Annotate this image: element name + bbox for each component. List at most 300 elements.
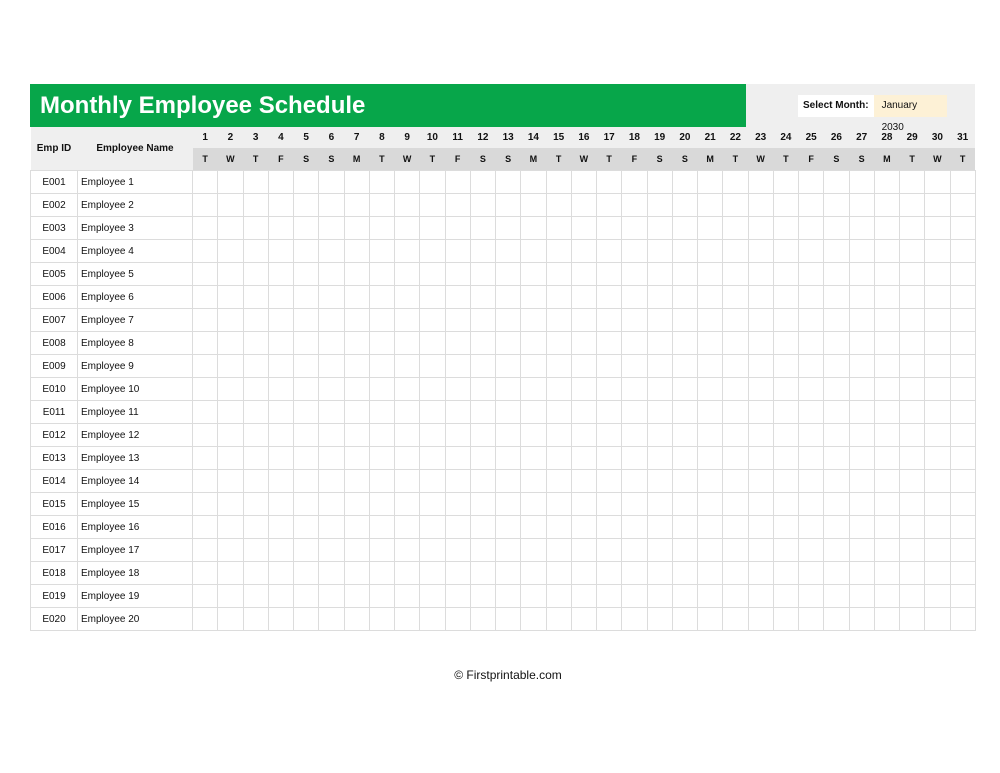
schedule-cell[interactable] <box>672 355 697 378</box>
schedule-cell[interactable] <box>218 539 243 562</box>
schedule-cell[interactable] <box>597 355 622 378</box>
schedule-cell[interactable] <box>344 171 369 194</box>
schedule-cell[interactable] <box>723 401 748 424</box>
schedule-cell[interactable] <box>748 378 773 401</box>
schedule-cell[interactable] <box>824 286 849 309</box>
schedule-cell[interactable] <box>294 585 319 608</box>
schedule-cell[interactable] <box>571 562 596 585</box>
schedule-cell[interactable] <box>218 263 243 286</box>
schedule-cell[interactable] <box>723 424 748 447</box>
schedule-cell[interactable] <box>900 194 925 217</box>
schedule-cell[interactable] <box>799 447 824 470</box>
schedule-cell[interactable] <box>496 447 521 470</box>
schedule-cell[interactable] <box>420 171 445 194</box>
schedule-cell[interactable] <box>773 585 798 608</box>
schedule-cell[interactable] <box>369 539 394 562</box>
schedule-cell[interactable] <box>294 516 319 539</box>
schedule-cell[interactable] <box>874 516 899 539</box>
schedule-cell[interactable] <box>950 470 975 493</box>
schedule-cell[interactable] <box>698 539 723 562</box>
schedule-cell[interactable] <box>294 493 319 516</box>
schedule-cell[interactable] <box>521 401 546 424</box>
schedule-cell[interactable] <box>900 424 925 447</box>
schedule-cell[interactable] <box>799 424 824 447</box>
schedule-cell[interactable] <box>470 263 495 286</box>
schedule-cell[interactable] <box>900 332 925 355</box>
schedule-cell[interactable] <box>571 332 596 355</box>
schedule-cell[interactable] <box>319 493 344 516</box>
schedule-cell[interactable] <box>294 217 319 240</box>
schedule-cell[interactable] <box>824 562 849 585</box>
schedule-cell[interactable] <box>622 217 647 240</box>
schedule-cell[interactable] <box>824 309 849 332</box>
schedule-cell[interactable] <box>319 562 344 585</box>
schedule-cell[interactable] <box>672 585 697 608</box>
schedule-cell[interactable] <box>799 378 824 401</box>
schedule-cell[interactable] <box>773 470 798 493</box>
schedule-cell[interactable] <box>597 585 622 608</box>
schedule-cell[interactable] <box>773 401 798 424</box>
schedule-cell[interactable] <box>243 332 268 355</box>
schedule-cell[interactable] <box>546 194 571 217</box>
schedule-cell[interactable] <box>900 378 925 401</box>
schedule-cell[interactable] <box>470 240 495 263</box>
schedule-cell[interactable] <box>395 263 420 286</box>
schedule-cell[interactable] <box>849 539 874 562</box>
schedule-cell[interactable] <box>420 240 445 263</box>
schedule-cell[interactable] <box>243 240 268 263</box>
schedule-cell[interactable] <box>470 332 495 355</box>
schedule-cell[interactable] <box>849 516 874 539</box>
schedule-cell[interactable] <box>319 470 344 493</box>
schedule-cell[interactable] <box>420 378 445 401</box>
schedule-cell[interactable] <box>672 447 697 470</box>
schedule-cell[interactable] <box>420 263 445 286</box>
schedule-cell[interactable] <box>900 217 925 240</box>
schedule-cell[interactable] <box>571 424 596 447</box>
schedule-cell[interactable] <box>925 194 950 217</box>
schedule-cell[interactable] <box>597 447 622 470</box>
schedule-cell[interactable] <box>395 194 420 217</box>
schedule-cell[interactable] <box>925 585 950 608</box>
schedule-cell[interactable] <box>647 470 672 493</box>
schedule-cell[interactable] <box>748 424 773 447</box>
schedule-cell[interactable] <box>395 493 420 516</box>
schedule-cell[interactable] <box>849 493 874 516</box>
schedule-cell[interactable] <box>597 286 622 309</box>
schedule-cell[interactable] <box>420 355 445 378</box>
schedule-cell[interactable] <box>243 355 268 378</box>
schedule-cell[interactable] <box>849 286 874 309</box>
schedule-cell[interactable] <box>445 401 470 424</box>
schedule-cell[interactable] <box>193 217 218 240</box>
schedule-cell[interactable] <box>799 263 824 286</box>
schedule-cell[interactable] <box>571 378 596 401</box>
schedule-cell[interactable] <box>874 217 899 240</box>
schedule-cell[interactable] <box>470 493 495 516</box>
schedule-cell[interactable] <box>521 286 546 309</box>
schedule-cell[interactable] <box>874 493 899 516</box>
schedule-cell[interactable] <box>193 493 218 516</box>
schedule-cell[interactable] <box>723 309 748 332</box>
schedule-cell[interactable] <box>243 493 268 516</box>
schedule-cell[interactable] <box>874 263 899 286</box>
schedule-cell[interactable] <box>294 309 319 332</box>
schedule-cell[interactable] <box>268 539 293 562</box>
schedule-cell[interactable] <box>344 539 369 562</box>
schedule-cell[interactable] <box>672 516 697 539</box>
schedule-cell[interactable] <box>344 516 369 539</box>
schedule-cell[interactable] <box>849 309 874 332</box>
schedule-cell[interactable] <box>546 608 571 631</box>
schedule-cell[interactable] <box>824 217 849 240</box>
schedule-cell[interactable] <box>521 516 546 539</box>
schedule-cell[interactable] <box>950 332 975 355</box>
schedule-cell[interactable] <box>218 217 243 240</box>
schedule-cell[interactable] <box>218 286 243 309</box>
schedule-cell[interactable] <box>849 171 874 194</box>
schedule-cell[interactable] <box>824 240 849 263</box>
schedule-cell[interactable] <box>395 217 420 240</box>
schedule-cell[interactable] <box>748 355 773 378</box>
schedule-cell[interactable] <box>925 378 950 401</box>
schedule-cell[interactable] <box>521 493 546 516</box>
schedule-cell[interactable] <box>496 401 521 424</box>
schedule-cell[interactable] <box>900 263 925 286</box>
schedule-cell[interactable] <box>773 355 798 378</box>
schedule-cell[interactable] <box>874 470 899 493</box>
schedule-cell[interactable] <box>445 562 470 585</box>
schedule-cell[interactable] <box>496 355 521 378</box>
schedule-cell[interactable] <box>243 470 268 493</box>
schedule-cell[interactable] <box>268 286 293 309</box>
schedule-cell[interactable] <box>622 447 647 470</box>
schedule-cell[interactable] <box>193 286 218 309</box>
schedule-cell[interactable] <box>546 539 571 562</box>
schedule-cell[interactable] <box>723 332 748 355</box>
schedule-cell[interactable] <box>395 585 420 608</box>
schedule-cell[interactable] <box>748 217 773 240</box>
schedule-cell[interactable] <box>546 585 571 608</box>
schedule-cell[interactable] <box>395 171 420 194</box>
schedule-cell[interactable] <box>496 562 521 585</box>
schedule-cell[interactable] <box>395 332 420 355</box>
schedule-cell[interactable] <box>773 240 798 263</box>
schedule-cell[interactable] <box>445 355 470 378</box>
schedule-cell[interactable] <box>319 240 344 263</box>
schedule-cell[interactable] <box>546 171 571 194</box>
schedule-cell[interactable] <box>319 539 344 562</box>
schedule-cell[interactable] <box>420 309 445 332</box>
schedule-cell[interactable] <box>874 355 899 378</box>
schedule-cell[interactable] <box>748 447 773 470</box>
schedule-cell[interactable] <box>597 608 622 631</box>
schedule-cell[interactable] <box>773 608 798 631</box>
schedule-cell[interactable] <box>445 217 470 240</box>
schedule-cell[interactable] <box>445 194 470 217</box>
schedule-cell[interactable] <box>900 286 925 309</box>
schedule-cell[interactable] <box>521 332 546 355</box>
schedule-cell[interactable] <box>218 171 243 194</box>
schedule-cell[interactable] <box>597 539 622 562</box>
schedule-cell[interactable] <box>698 470 723 493</box>
schedule-cell[interactable] <box>950 562 975 585</box>
schedule-cell[interactable] <box>925 608 950 631</box>
schedule-cell[interactable] <box>874 378 899 401</box>
schedule-cell[interactable] <box>294 355 319 378</box>
schedule-cell[interactable] <box>950 171 975 194</box>
schedule-cell[interactable] <box>849 447 874 470</box>
schedule-cell[interactable] <box>672 401 697 424</box>
schedule-cell[interactable] <box>950 240 975 263</box>
schedule-cell[interactable] <box>218 401 243 424</box>
schedule-cell[interactable] <box>824 378 849 401</box>
schedule-cell[interactable] <box>622 355 647 378</box>
schedule-cell[interactable] <box>647 378 672 401</box>
schedule-cell[interactable] <box>849 608 874 631</box>
schedule-cell[interactable] <box>344 493 369 516</box>
schedule-cell[interactable] <box>445 608 470 631</box>
schedule-cell[interactable] <box>900 493 925 516</box>
schedule-cell[interactable] <box>193 263 218 286</box>
schedule-cell[interactable] <box>698 263 723 286</box>
schedule-cell[interactable] <box>546 401 571 424</box>
schedule-cell[interactable] <box>344 194 369 217</box>
schedule-cell[interactable] <box>571 240 596 263</box>
schedule-cell[interactable] <box>824 332 849 355</box>
schedule-cell[interactable] <box>193 470 218 493</box>
schedule-cell[interactable] <box>294 332 319 355</box>
schedule-cell[interactable] <box>773 539 798 562</box>
schedule-cell[interactable] <box>218 378 243 401</box>
schedule-cell[interactable] <box>597 378 622 401</box>
schedule-cell[interactable] <box>470 470 495 493</box>
schedule-cell[interactable] <box>698 401 723 424</box>
schedule-cell[interactable] <box>445 585 470 608</box>
schedule-cell[interactable] <box>344 608 369 631</box>
schedule-cell[interactable] <box>824 585 849 608</box>
schedule-cell[interactable] <box>395 309 420 332</box>
schedule-cell[interactable] <box>344 378 369 401</box>
schedule-cell[interactable] <box>925 401 950 424</box>
schedule-cell[interactable] <box>319 309 344 332</box>
schedule-cell[interactable] <box>748 240 773 263</box>
schedule-cell[interactable] <box>672 470 697 493</box>
schedule-cell[interactable] <box>218 194 243 217</box>
schedule-cell[interactable] <box>521 562 546 585</box>
schedule-cell[interactable] <box>874 539 899 562</box>
schedule-cell[interactable] <box>900 562 925 585</box>
schedule-cell[interactable] <box>647 401 672 424</box>
schedule-cell[interactable] <box>470 562 495 585</box>
schedule-cell[interactable] <box>824 470 849 493</box>
schedule-cell[interactable] <box>698 608 723 631</box>
schedule-cell[interactable] <box>698 171 723 194</box>
schedule-cell[interactable] <box>900 470 925 493</box>
schedule-cell[interactable] <box>900 516 925 539</box>
schedule-cell[interactable] <box>622 539 647 562</box>
schedule-cell[interactable] <box>698 493 723 516</box>
schedule-cell[interactable] <box>319 194 344 217</box>
schedule-cell[interactable] <box>420 516 445 539</box>
schedule-cell[interactable] <box>622 286 647 309</box>
schedule-cell[interactable] <box>950 309 975 332</box>
schedule-cell[interactable] <box>470 447 495 470</box>
schedule-cell[interactable] <box>698 240 723 263</box>
schedule-cell[interactable] <box>243 562 268 585</box>
schedule-cell[interactable] <box>824 539 849 562</box>
schedule-cell[interactable] <box>950 493 975 516</box>
schedule-cell[interactable] <box>294 378 319 401</box>
schedule-cell[interactable] <box>597 263 622 286</box>
schedule-cell[interactable] <box>218 585 243 608</box>
schedule-cell[interactable] <box>420 562 445 585</box>
schedule-cell[interactable] <box>319 286 344 309</box>
schedule-cell[interactable] <box>496 516 521 539</box>
schedule-cell[interactable] <box>319 332 344 355</box>
schedule-cell[interactable] <box>521 217 546 240</box>
schedule-cell[interactable] <box>698 424 723 447</box>
schedule-cell[interactable] <box>698 562 723 585</box>
schedule-cell[interactable] <box>824 493 849 516</box>
schedule-cell[interactable] <box>420 608 445 631</box>
schedule-cell[interactable] <box>647 447 672 470</box>
schedule-cell[interactable] <box>597 562 622 585</box>
schedule-cell[interactable] <box>900 447 925 470</box>
schedule-cell[interactable] <box>268 493 293 516</box>
schedule-cell[interactable] <box>571 194 596 217</box>
schedule-cell[interactable] <box>294 240 319 263</box>
schedule-cell[interactable] <box>723 447 748 470</box>
schedule-cell[interactable] <box>546 309 571 332</box>
schedule-cell[interactable] <box>369 470 394 493</box>
schedule-cell[interactable] <box>496 240 521 263</box>
schedule-cell[interactable] <box>218 424 243 447</box>
schedule-cell[interactable] <box>597 493 622 516</box>
schedule-cell[interactable] <box>243 447 268 470</box>
schedule-cell[interactable] <box>748 309 773 332</box>
schedule-cell[interactable] <box>849 332 874 355</box>
schedule-cell[interactable] <box>597 194 622 217</box>
schedule-cell[interactable] <box>773 217 798 240</box>
schedule-cell[interactable] <box>268 562 293 585</box>
schedule-cell[interactable] <box>294 263 319 286</box>
schedule-cell[interactable] <box>597 424 622 447</box>
schedule-cell[interactable] <box>799 286 824 309</box>
schedule-cell[interactable] <box>925 171 950 194</box>
schedule-cell[interactable] <box>874 401 899 424</box>
schedule-cell[interactable] <box>546 493 571 516</box>
schedule-cell[interactable] <box>773 516 798 539</box>
schedule-cell[interactable] <box>218 355 243 378</box>
schedule-cell[interactable] <box>218 447 243 470</box>
schedule-cell[interactable] <box>445 539 470 562</box>
schedule-cell[interactable] <box>874 171 899 194</box>
schedule-cell[interactable] <box>496 263 521 286</box>
schedule-cell[interactable] <box>950 263 975 286</box>
schedule-cell[interactable] <box>849 240 874 263</box>
schedule-cell[interactable] <box>470 539 495 562</box>
schedule-cell[interactable] <box>849 378 874 401</box>
schedule-cell[interactable] <box>647 608 672 631</box>
schedule-cell[interactable] <box>395 516 420 539</box>
schedule-cell[interactable] <box>268 608 293 631</box>
schedule-cell[interactable] <box>622 309 647 332</box>
schedule-cell[interactable] <box>420 493 445 516</box>
schedule-cell[interactable] <box>748 194 773 217</box>
schedule-cell[interactable] <box>268 470 293 493</box>
schedule-cell[interactable] <box>395 240 420 263</box>
schedule-cell[interactable] <box>672 378 697 401</box>
schedule-cell[interactable] <box>925 424 950 447</box>
schedule-cell[interactable] <box>849 355 874 378</box>
schedule-cell[interactable] <box>470 424 495 447</box>
schedule-cell[interactable] <box>546 470 571 493</box>
schedule-cell[interactable] <box>521 424 546 447</box>
schedule-cell[interactable] <box>319 401 344 424</box>
schedule-cell[interactable] <box>521 585 546 608</box>
schedule-cell[interactable] <box>622 401 647 424</box>
schedule-cell[interactable] <box>546 263 571 286</box>
schedule-cell[interactable] <box>799 194 824 217</box>
schedule-cell[interactable] <box>268 171 293 194</box>
schedule-cell[interactable] <box>496 493 521 516</box>
schedule-cell[interactable] <box>849 424 874 447</box>
schedule-cell[interactable] <box>672 424 697 447</box>
schedule-cell[interactable] <box>470 217 495 240</box>
schedule-cell[interactable] <box>395 539 420 562</box>
schedule-cell[interactable] <box>420 447 445 470</box>
schedule-cell[interactable] <box>546 286 571 309</box>
schedule-cell[interactable] <box>294 539 319 562</box>
schedule-cell[interactable] <box>824 424 849 447</box>
schedule-cell[interactable] <box>546 217 571 240</box>
schedule-cell[interactable] <box>445 424 470 447</box>
schedule-cell[interactable] <box>622 263 647 286</box>
schedule-cell[interactable] <box>723 516 748 539</box>
schedule-cell[interactable] <box>672 562 697 585</box>
schedule-cell[interactable] <box>294 447 319 470</box>
schedule-cell[interactable] <box>723 286 748 309</box>
schedule-cell[interactable] <box>950 355 975 378</box>
schedule-cell[interactable] <box>824 401 849 424</box>
schedule-cell[interactable] <box>369 424 394 447</box>
schedule-cell[interactable] <box>319 424 344 447</box>
schedule-cell[interactable] <box>521 378 546 401</box>
schedule-cell[interactable] <box>622 585 647 608</box>
schedule-cell[interactable] <box>571 539 596 562</box>
schedule-cell[interactable] <box>243 539 268 562</box>
schedule-cell[interactable] <box>824 608 849 631</box>
schedule-cell[interactable] <box>546 562 571 585</box>
schedule-cell[interactable] <box>723 378 748 401</box>
schedule-cell[interactable] <box>445 447 470 470</box>
schedule-cell[interactable] <box>496 424 521 447</box>
schedule-cell[interactable] <box>571 286 596 309</box>
schedule-cell[interactable] <box>723 217 748 240</box>
schedule-cell[interactable] <box>319 263 344 286</box>
schedule-cell[interactable] <box>243 401 268 424</box>
schedule-cell[interactable] <box>647 332 672 355</box>
schedule-cell[interactable] <box>723 493 748 516</box>
schedule-cell[interactable] <box>824 263 849 286</box>
select-month-value[interactable]: January 2030 <box>874 95 947 117</box>
schedule-cell[interactable] <box>698 194 723 217</box>
schedule-cell[interactable] <box>243 171 268 194</box>
schedule-cell[interactable] <box>597 470 622 493</box>
schedule-cell[interactable] <box>395 355 420 378</box>
schedule-cell[interactable] <box>925 217 950 240</box>
